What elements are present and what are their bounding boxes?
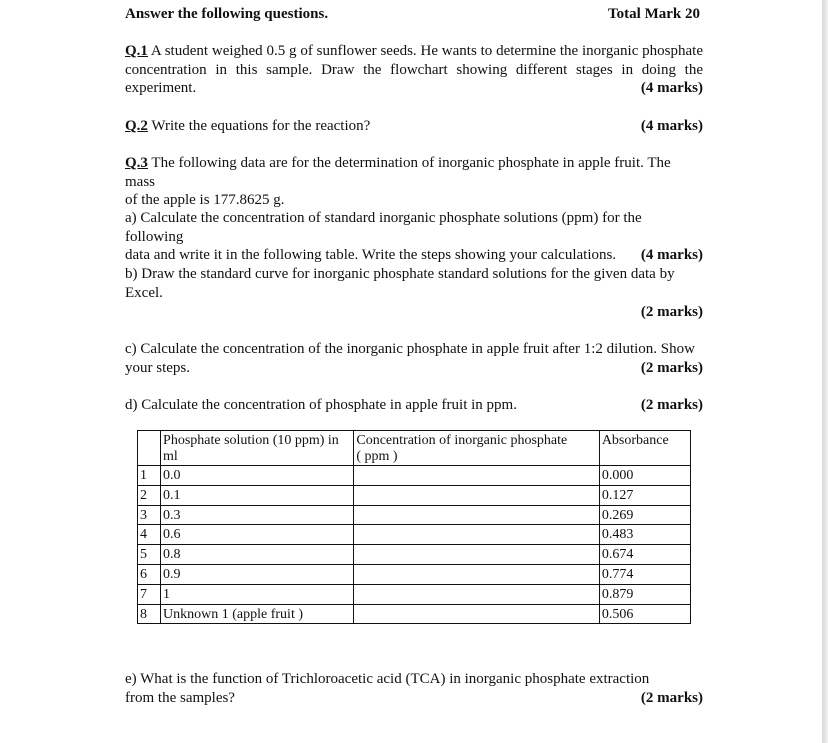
absorbance-cell: 0.879 (599, 584, 690, 604)
row-number-cell: 1 (138, 466, 161, 486)
part-a-line-2: data and write it in the following table. Write the steps showing your calculations. (125, 247, 617, 263)
question-1-marks: (4 marks) (640, 80, 703, 96)
row-number-cell: 7 (138, 584, 161, 604)
table-row (138, 505, 691, 525)
total-mark: Total Mark 20 (608, 6, 700, 22)
part-c-line-2: your steps. (125, 359, 190, 376)
row-number-cell: 3 (138, 505, 161, 525)
absorbance-cell: 0.000 (599, 466, 690, 486)
absorbance-cell: 0.483 (599, 525, 690, 545)
absorbance-cell: 0.674 (599, 545, 690, 565)
volume-cell: 0.3 (161, 505, 354, 525)
question-3-line-1: The following data are for the determination of inorganic phosphate in apple fruit. The mass (125, 155, 671, 190)
table-row (138, 466, 691, 486)
header-concentration-line-1: Concentration of inorganic phosphate (356, 433, 568, 448)
row-number-cell: 2 (138, 485, 161, 505)
volume-cell: 1 (161, 584, 354, 604)
concentration-cell (354, 485, 599, 505)
part-a-marks: (4 marks) (640, 247, 703, 263)
question-3-line-2: of the apple is 177.8625 g. (125, 192, 285, 208)
part-d-text: d) Calculate the concentration of phosphate in apple fruit in ppm. (125, 397, 517, 413)
header-volume: Phosphate solution (10 ppm) in ml (161, 431, 354, 466)
concentration-cell (354, 564, 599, 584)
part-a (125, 209, 703, 265)
concentration-cell (354, 466, 599, 486)
part-c-line-1: c) Calculate the concentration of the inorganic phosphate in apple fruit after 1:2 dilution. Show (125, 341, 695, 357)
row-number-cell: 4 (138, 525, 161, 545)
volume-cell: 0.1 (161, 485, 354, 505)
page-edge-shadow (822, 0, 828, 743)
volume-cell: 0.0 (161, 466, 354, 486)
part-e-line-1: e) What is the function of Trichloroacetic acid (TCA) in inorganic phosphate extraction (125, 671, 650, 687)
table-header-row (138, 431, 691, 466)
row-number-cell: 8 (138, 604, 161, 624)
absorbance-cell: 0.506 (599, 604, 690, 624)
part-b (125, 265, 703, 302)
volume-cell: 0.8 (161, 545, 354, 565)
absorbance-cell: 0.127 (599, 485, 690, 505)
concentration-cell (354, 525, 599, 545)
table-row (138, 584, 691, 604)
table-row (138, 545, 691, 565)
question-2-label: Q.2 (125, 118, 148, 134)
table-row (138, 604, 691, 624)
header-concentration-line-2: ( ppm ) (356, 449, 398, 464)
table-row (138, 564, 691, 584)
part-e-marks: (2 marks) (640, 689, 703, 706)
table-row (138, 525, 691, 545)
part-e-line-2: from the samples? (125, 689, 235, 706)
question-3-label: Q.3 (125, 155, 148, 171)
concentration-cell (354, 545, 599, 565)
question-1-marks-row (125, 79, 703, 98)
question-3 (125, 154, 703, 210)
absorbance-cell: 0.774 (599, 564, 690, 584)
header-absorbance: Absorbance (599, 431, 690, 466)
instructions-heading: Answer the following questions. (125, 6, 329, 22)
page-header (125, 6, 700, 23)
part-b-text: b) Draw the standard curve for inorganic phosphate standard solutions for the given data by Excel. (125, 266, 675, 301)
header-number (138, 431, 161, 466)
concentration-cell (354, 604, 599, 624)
part-d (125, 396, 703, 415)
part-b-marks-row (125, 303, 703, 322)
part-d-marks: (2 marks) (640, 397, 703, 413)
volume-cell: 0.6 (161, 525, 354, 545)
row-number-cell: 6 (138, 564, 161, 584)
volume-cell: 0.9 (161, 564, 354, 584)
row-number-cell: 5 (138, 545, 161, 565)
volume-cell: Unknown 1 (apple fruit ) (161, 604, 354, 624)
part-c (125, 340, 703, 377)
absorbance-cell: 0.269 (599, 505, 690, 525)
question-2-marks: (4 marks) (640, 118, 703, 134)
question-1-label: Q.1 (125, 43, 148, 59)
part-e (125, 670, 703, 707)
part-a-line-1: a) Calculate the concentration of standard inorganic phosphate solutions (ppm) for the following (125, 210, 642, 245)
question-2-body: Write the equations for the reaction? (151, 118, 371, 134)
concentration-cell (354, 584, 599, 604)
part-c-marks: (2 marks) (640, 359, 703, 376)
header-concentration (354, 431, 599, 466)
concentration-cell (354, 505, 599, 525)
question-1-body: A student weighed 0.5 g of sunflower seeds. He wants to determine the inorganic phosphate concentration in this sample. Draw the flowchart showing different stages in doing the experiment. (125, 43, 703, 96)
question-2 (125, 117, 703, 136)
part-b-marks: (2 marks) (640, 304, 703, 320)
table-row (138, 485, 691, 505)
phosphate-data-table (137, 430, 691, 624)
